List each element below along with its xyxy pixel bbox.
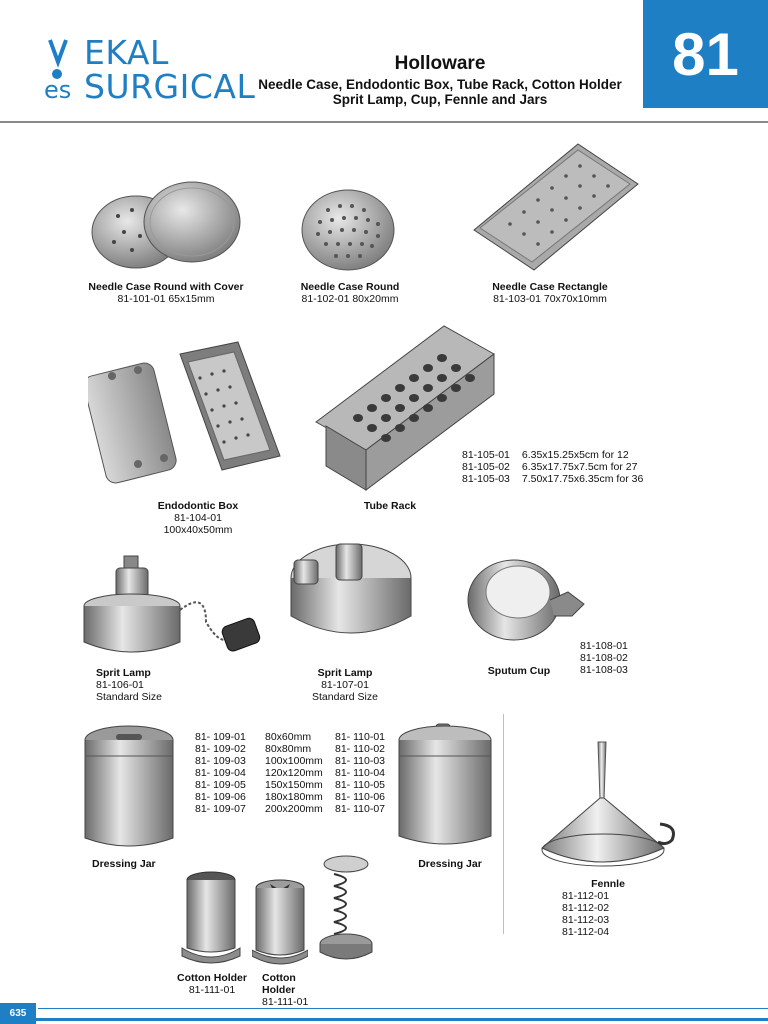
sputum-cup-codes: 81-108-01 81-108-02 81-108-03 — [580, 640, 628, 676]
needle-case-round-label: Needle Case Round 81-102-01 80x20mm — [300, 281, 400, 305]
table-row: 81- 109-03 100x100mm 81- 110-03 — [195, 755, 386, 767]
table-row: 81- 109-07 200x200mm 81- 110-07 — [195, 803, 386, 815]
dressing-jar-size-table — [195, 731, 385, 815]
table-row: 81- 109-02 80x80mm 81- 110-02 — [195, 743, 386, 755]
cotton-holder-1-image — [180, 870, 242, 966]
dressing-jar-1-label: Dressing Jar — [92, 858, 156, 870]
dressing-jar-2-label: Dressing Jar — [418, 858, 482, 870]
tube-rack-variant-row: 81-105-02 6.35x17.75x7.5cm for 27 — [462, 461, 638, 473]
tube-rack-variants — [462, 449, 643, 485]
tube-rack-label: Tube Rack — [363, 500, 417, 512]
footer-bar — [0, 1018, 768, 1021]
needle-case-rectangle-label: Needle Case Rectangle 81-103-01 70x70x10mm — [492, 281, 608, 305]
sprit-lamp-2-image — [286, 538, 416, 650]
needle-case-round-image — [298, 186, 398, 276]
tube-rack-variant-row: 81-105-03 7.50x17.75x6.35cm for 36 — [462, 473, 644, 485]
table-row: 81- 109-04 120x120mm 81- 110-04 — [195, 767, 386, 779]
page-number: 635 — [0, 1003, 36, 1024]
needle-case-rectangle-image — [470, 140, 642, 274]
sprit-lamp-1-image — [80, 550, 266, 662]
column-divider — [503, 714, 504, 934]
sprit-lamp-2-label: Sprit Lamp 81-107-01 Standard Size — [312, 667, 378, 703]
page-title: Holloware — [394, 53, 486, 74]
brand-logo-icon — [44, 38, 80, 100]
cotton-holder-2-image — [252, 878, 308, 966]
needle-case-round-with-cover-image — [88, 176, 248, 276]
sprit-lamp-1-label: Sprit Lamp 81-106-01 Standard Size — [96, 667, 162, 703]
cotton-holder-2-label: Cotton Holder 81-111-01 — [262, 972, 309, 1008]
brand-name-line1: EKAL — [84, 33, 169, 72]
table-row: 81- 109-01 80x60mm 81- 110-01 — [195, 731, 386, 743]
table-row: 81- 109-06 180x180mm 81- 110-06 — [195, 791, 386, 803]
page-subtitle-line1: Needle Case, Endodontic Box, Tube Rack, Cotton Holder — [258, 77, 622, 92]
header-divider — [0, 121, 768, 123]
endodontic-box-label: Endodontic Box 81-104-01 100x40x50mm — [157, 500, 239, 536]
brand-name-line2: SURGICAL — [84, 67, 256, 106]
sputum-cup-image — [464, 556, 588, 660]
cotton-holder-spring-image — [316, 854, 376, 964]
footer-rule — [38, 1008, 768, 1009]
cotton-holder-1-label: Cotton Holder 81-111-01 — [177, 972, 247, 996]
dressing-jar-1-image — [82, 722, 176, 854]
endodontic-box-image — [88, 338, 284, 490]
fennle-codes: 81-112-01 81-112-02 81-112-03 81-112-04 — [562, 890, 610, 938]
fennle-image — [536, 740, 680, 876]
section-number-badge: 81 — [643, 0, 768, 108]
dressing-jar-2-image — [396, 718, 494, 852]
svg-text:es: es — [44, 76, 72, 100]
sputum-cup-label: Sputum Cup — [487, 665, 551, 677]
tube-rack-variant-row: 81-105-01 6.35x15.25x5cm for 12 — [462, 449, 629, 461]
table-row: 81- 109-05 150x150mm 81- 110-05 — [195, 779, 386, 791]
page-subtitle-line2: Sprit Lamp, Cup, Fennle and Jars — [332, 92, 548, 107]
needle-case-round-with-cover-label: Needle Case Round with Cover 81-101-01 65x15mm — [88, 281, 244, 305]
fennle-label: Fennle — [591, 878, 625, 890]
